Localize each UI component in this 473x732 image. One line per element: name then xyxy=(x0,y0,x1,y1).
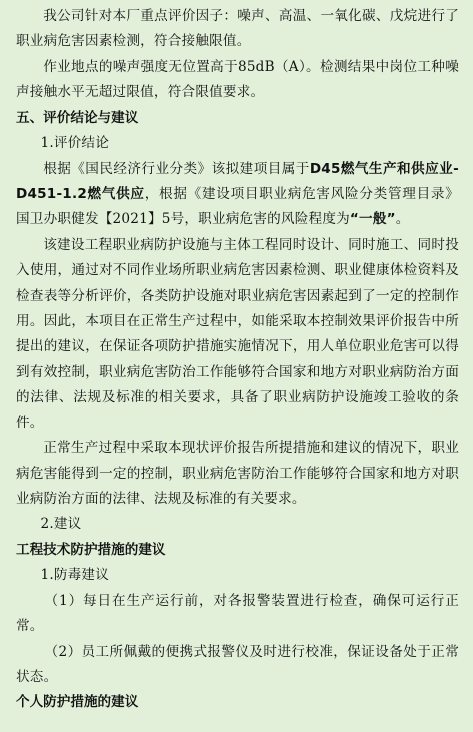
suggestion-item-1-text: （1）每日在生产运行前，对各报警装置进行检查，确保可运行正常。 xyxy=(16,592,459,635)
section-5-heading: 五、评价结论与建议 xyxy=(16,109,139,126)
industry-text-c: 。 xyxy=(395,211,410,228)
industry-code-bold: D45燃气生产和供应业-D451-1.2燃气供应 xyxy=(16,160,459,203)
industry-text-a: 根据《国民经济行业分类》该拟建项目属于 xyxy=(43,160,310,177)
industry-text-b: ，根据《建设项目职业病危害风险分类管理目录》国卫办职健发【2021】5号，职业病危害的风险程度为 xyxy=(16,186,459,228)
suggestion-item-1 xyxy=(16,589,459,640)
subsection-suggestions: 2.建议 xyxy=(40,516,82,533)
paragraph-normal-production: 正常生产过程中采取本现状评价报告所提措施和建议的情况下，职业病危害能得到一定的控制，职业病危害防治工作能够符合国家和地方对职业病防治方面的法律、法规及标准的有关要求。 xyxy=(16,440,459,507)
paragraph-noise-result: 作业地点的噪声强度无位置高于85dB（A）。检测结果中岗位工种噪声接触水平无超过限值，符合限值要求。 xyxy=(16,58,459,101)
risk-level-bold: “一般” xyxy=(349,211,396,228)
suggestion-item-2: （2）员工所佩戴的便携式报警仪及时进行校准，保证设备处于正常状态。 xyxy=(16,643,459,685)
subsection-evaluation-conclusion: 1.评价结论 xyxy=(40,135,110,152)
engineering-measures-heading: 工程技术防护措施的建议 xyxy=(16,541,166,558)
personal-protection-heading: 个人防护措施的建议 xyxy=(16,694,139,711)
paragraph-evaluation-factors: 我公司针对本厂重点评价因子：噪声、高温、一氧化碳、戊烷进行了职业病危害因素检测，符合接触限值。 xyxy=(16,8,459,50)
anti-toxic-suggestion-title: 1.防毒建议 xyxy=(40,567,110,584)
paragraph-industry-classification xyxy=(16,157,459,233)
paragraph-protection-facilities: 该建设工程职业病防护设施与主体工程同时设计、同时施工、同时投入使用，通过对不同作业场所职业病危害因素检测、职业健康体检资料及检查表等分析评价，各类防护设施对职业病危害因素起到了一定的控制作用。因此，本项目在正常生产过程中，如能采取本控制效果评价报告中所提出的建议，在保证各项防护措施实施情况下，用人单位职业危害可以得到有效控制，职业病危害防治工作能够符合国家和地方对职业病防治方面的法律、法规及标准的相关要求，具备了职业病防护设施竣工验收的条件。 xyxy=(16,236,459,431)
